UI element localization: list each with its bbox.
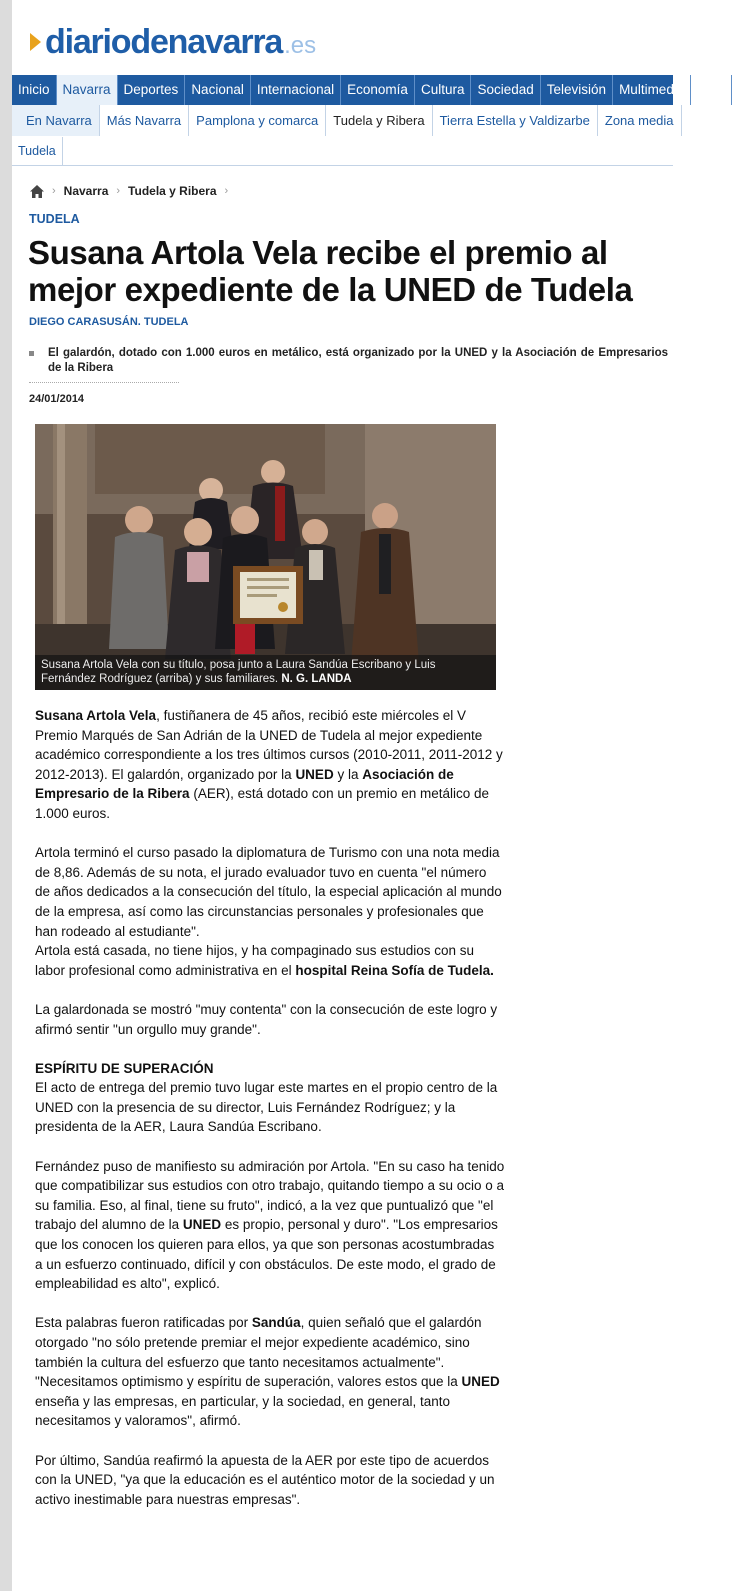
article-paragraph: Susana Artola Vela, fustiñanera de 45 años, recibió este miércoles el V Premio Marqués de San Adrián de la UNED de Tudela al mejor expediente académico correspondiente a los tres últimos cursos (2010-2011, 2011-2012 y 2012-2013). El galardón, organizado por la UNED y la Asociación de Empresario de la Ribera (AER), está dotado con un premio en metálico de 1.000 euros. xyxy=(35,708,503,821)
nav-item-television[interactable]: Televisión xyxy=(541,75,613,105)
summary-divider xyxy=(29,382,179,383)
nav-item-cultura[interactable]: Cultura xyxy=(415,75,472,105)
subnav-item-tudela[interactable]: Tudela xyxy=(12,137,63,165)
subnav-item-zona-media[interactable]: Zona media xyxy=(598,105,682,136)
photo-illustration xyxy=(35,424,496,690)
nav-item-navarra[interactable]: Navarra xyxy=(57,75,118,105)
nav-item-sociedad[interactable]: Sociedad xyxy=(471,75,540,105)
nav-item-ocio[interactable]: Ocio xyxy=(691,75,732,105)
photo-caption-text: Susana Artola Vela con su título, posa junto a Laura Sandúa Escribano y Luis Fernández Rodríguez (arriba) y sus familiares. xyxy=(41,659,436,685)
article-paragraph: Esta palabras fueron ratificadas por Sandúa, quien señaló que el galardón otorgado "no sólo pretende premiar el mejor expediente académico, sino también la cultura del esfuerzo que tanto necesitamos actualmente". "Necesitamos optimismo y espíritu de superación, valores estos que la UNED enseña y las empresas, en particular, y la sociedad, en general, tanto necesitamos y valoramos", afirmó. xyxy=(35,1315,500,1429)
site-logo[interactable] xyxy=(30,22,316,62)
subnav-item-pamplona[interactable]: Pamplona y comarca xyxy=(189,105,326,136)
breadcrumb xyxy=(30,184,236,198)
chevron-right-icon: › xyxy=(52,185,56,197)
photo-caption xyxy=(35,655,496,690)
article-paragraph: El acto de entrega del premio tuvo lugar este martes en el propio centro de la UNED con la presencia de su director, Luis Fernández Rodríguez; y la presidenta de la AER, Laura Sandúa Escribano. xyxy=(35,1080,498,1135)
breadcrumb-tudela-ribera[interactable]: Tudela y Ribera xyxy=(128,184,217,198)
home-icon[interactable] xyxy=(30,185,44,198)
subnav-item-mas-navarra[interactable]: Más Navarra xyxy=(100,105,189,136)
nav-item-economia[interactable]: Economía xyxy=(341,75,415,105)
chevron-right-icon: › xyxy=(116,185,121,197)
subnav-item-tierra-estella[interactable]: Tierra Estella y Valdizarbe xyxy=(433,105,598,136)
page xyxy=(12,0,726,1591)
section-label[interactable]: TUDELA xyxy=(29,212,80,226)
subnav-item-tudela-ribera[interactable]: Tudela y Ribera xyxy=(326,105,432,136)
left-gutter xyxy=(0,0,12,1591)
article-photo[interactable] xyxy=(35,424,496,690)
article-paragraph: Artola terminó el curso pasado la diplomatura de Turismo con una nota media de 8,86. Además de su nota, el jurado evaluador tuvo en cuenta "el número de años dedicados a la consecución del título, la especial aplicación al mundo de la empresa, así como las circunstancias personales y profesionales que han rodeado al estudiante". Artola está casada, no tiene hijos, y ha compaginado sus estudios con su labor profesional como administrativa en el hospital Reina Sofía de Tudela. xyxy=(35,845,502,978)
breadcrumb-navarra[interactable]: Navarra xyxy=(63,184,109,198)
article-title: Susana Artola Vela recibe el premio al mejor expediente de la UNED de Tudela xyxy=(28,234,633,308)
nav-item-deportes[interactable]: Deportes xyxy=(118,75,186,105)
secondary-nav xyxy=(12,105,673,136)
article-date: 24/01/2014 xyxy=(29,393,85,405)
nav-item-nacional[interactable]: Nacional xyxy=(185,75,251,105)
article-body xyxy=(35,706,505,1529)
primary-nav xyxy=(12,75,726,105)
nav-item-internacional[interactable]: Internacional xyxy=(251,75,341,105)
subnav-item-en-navarra[interactable]: En Navarra xyxy=(12,105,100,136)
photo-credit: N. G. LANDA xyxy=(281,673,352,685)
article-paragraph: La galardonada se mostró "muy contenta" con la consecución de este logro y afirmó sentir "un orgullo muy grande". xyxy=(35,1001,498,1037)
nav-item-inicio[interactable]: Inicio xyxy=(12,75,57,105)
article-summary: El galardón, dotado con 1.000 euros en metálico, está organizado por la UNED y la Asociación de Empresarios de la Ribera xyxy=(48,347,668,374)
article-subheading: ESPÍRITU DE SUPERACIÓN xyxy=(35,1060,214,1076)
chevron-right-icon: › xyxy=(224,185,229,197)
article-paragraph: Fernández puso de manifiesto su admiración por Artola. "En su caso ha tenido que compatibilizar sus estudios con otro trabajo, quitando tiempo a su ocio o a su familia. Eso, al final, tiene su fruto", indicó, a la vez que puntualizó que "el trabajo del alumno de la UNED es propio, personal y duro". "Los empresarios que los conocen los quieren para ellos, ya que son personas acostumbradas a un esfuerzo continuado, difícil y con obstáculos. De este modo, el grado de empleabilidad es alto", explicó. xyxy=(35,1158,505,1292)
nav-item-multimedia[interactable]: Multimedia xyxy=(613,75,691,105)
logo-text: diariodenavarra xyxy=(45,22,283,61)
logo-arrow-icon xyxy=(30,33,41,51)
article-paragraph: Por último, Sandúa reafirmó la apuesta de la AER por este tipo de acuerdos con la UNED, "ya que la educación es el auténtico motor de la sociedad y un activo inestimable para nuestras empresas". xyxy=(35,1452,495,1507)
article-byline: DIEGO CARASUSÁN. TUDELA xyxy=(29,316,189,328)
tertiary-nav xyxy=(12,137,673,166)
logo-tld: .es xyxy=(284,31,317,59)
